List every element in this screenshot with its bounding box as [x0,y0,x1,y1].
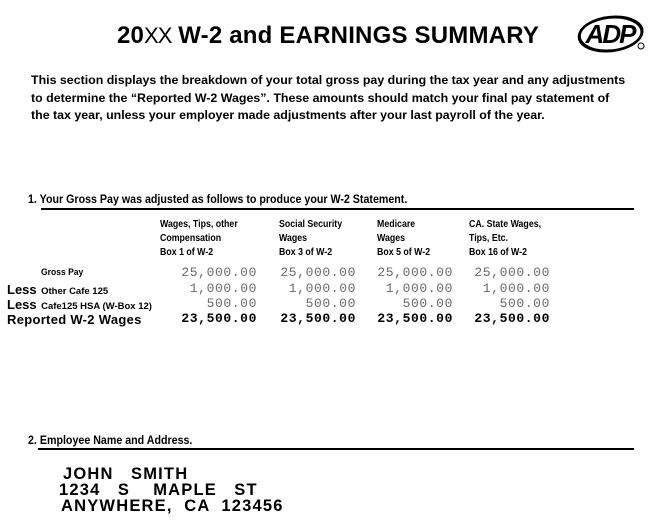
cell-gross-box16: 25,000.00 [474,265,550,280]
employee-city: ANYWHERE, CA 123456 [61,497,284,515]
employee-address [59,466,284,514]
employee-name: JOHN SMITH [63,465,189,483]
col-header-box3: Social Security Wages Box 3 of W-2 [279,219,343,258]
cell-hsa-box5: 500.00 [402,296,453,311]
adp-logo-icon [574,14,648,54]
cell-reported-box5: 23,500.00 [377,311,453,326]
section1-rule [41,208,634,210]
cell-gross-box5: 25,000.00 [377,265,453,280]
col-header-box5: Medicare Wages Box 5 of W-2 [377,219,431,258]
title-year: 20 [116,22,145,49]
section2-rule [38,448,634,450]
intro-paragraph: This section displays the breakdown of your total gross pay during the tax year and any adjustments to determine the “Reported W-2 Wages”. These amounts should match your final pay statement of the tax year, unless your employer made adjustments after your last payroll of the year. [31,73,626,122]
cell-hsa-box3: 500.00 [305,296,356,311]
cell-gross-box1: 25,000.00 [181,265,257,280]
cell-hsa-box16: 500.00 [499,296,550,311]
page-title [0,22,656,50]
cell-hsa-box1: 500.00 [206,296,257,311]
logo-text: ADP [585,19,635,49]
row-label-gross-pay: Gross Pay [41,267,84,278]
title-text: W-2 and EARNINGS SUMMARY [171,22,540,49]
cell-reported-box1: 23,500.00 [181,311,257,326]
section1-heading: 1. Your Gross Pay was adjusted as follows to produce your W-2 Statement. [28,193,408,206]
row-label-less-cafe125: Less Other Cafe 125 [7,282,109,297]
cell-cafe125-box1: 1,000.00 [189,281,257,296]
cell-gross-box3: 25,000.00 [280,265,356,280]
row-label-reported-wages: Reported W-2 Wages [7,312,142,327]
section2-heading: 2. Employee Name and Address. [28,434,193,447]
row-label-less-hsa: Less Cafe125 HSA (W-Box 12) [7,297,152,312]
cell-reported-box3: 23,500.00 [280,311,356,326]
cell-cafe125-box5: 1,000.00 [385,281,453,296]
cell-reported-box16: 23,500.00 [474,311,550,326]
col-header-box16: CA. State Wages, Tips, Etc. Box 16 of W-2 [469,219,542,258]
title-year-xx: XX [144,23,172,48]
col-header-box1: Wages, Tips, other Compensation Box 1 of W-2 [160,219,238,258]
employee-street: 1234 S MAPLE ST [59,481,258,499]
cell-cafe125-box16: 1,000.00 [482,281,550,296]
cell-cafe125-box3: 1,000.00 [288,281,356,296]
